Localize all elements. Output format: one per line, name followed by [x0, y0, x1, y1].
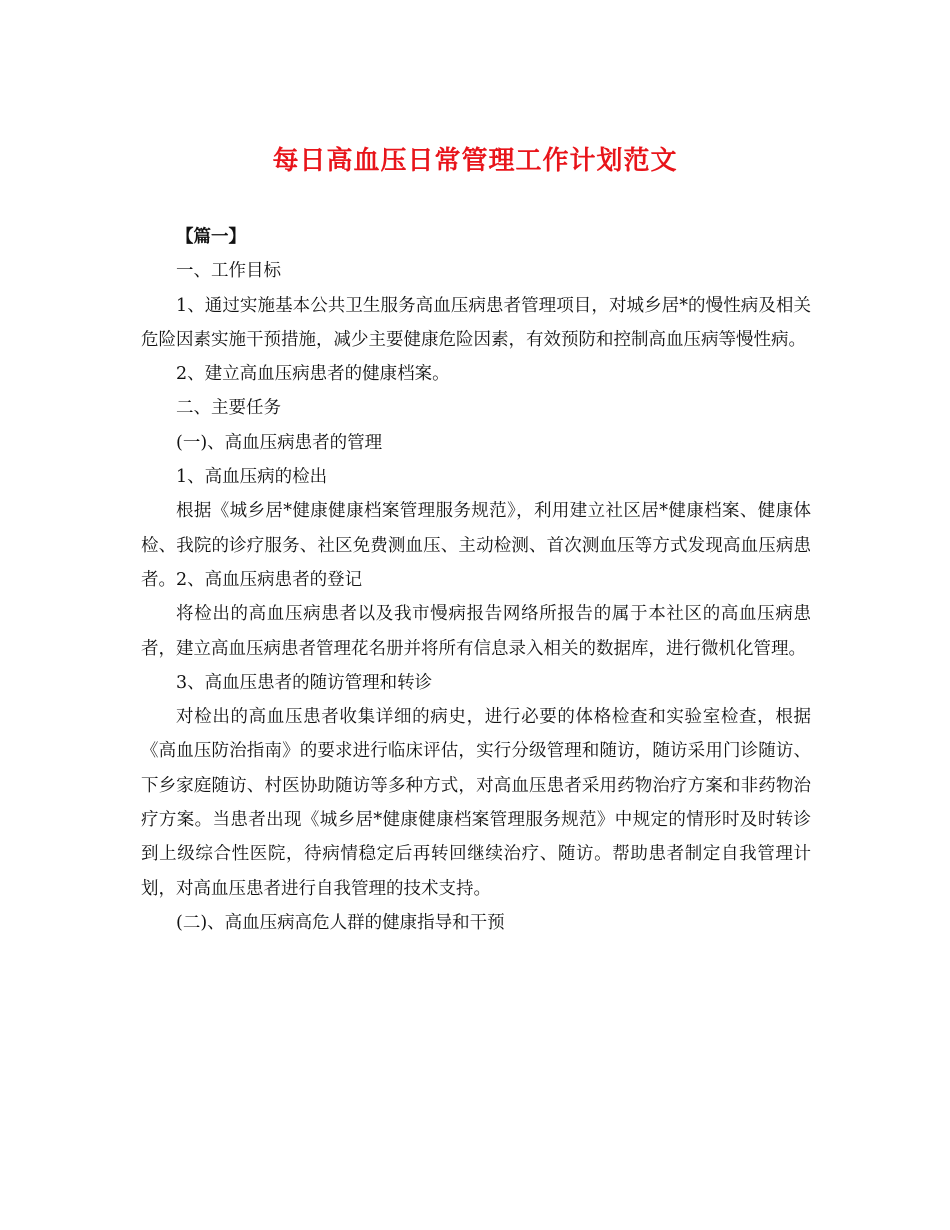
paragraph-goal-1: 1、通过实施基本公共卫生服务高血压病患者管理项目，对城乡居*的慢性病及相关危险因素实施干预措施，减少主要健康危险因素，有效预防和控制高血压病等慢性病。	[141, 295, 811, 350]
paragraph-goal-2: 2、建立高血压病患者的健康档案。	[176, 364, 450, 385]
subheading-detection: 1、高血压病的检出	[176, 467, 328, 488]
paragraph-detection: 根据《城乡居*健康健康档案管理服务规范》，利用建立社区居*健康档案、健康体检、我院的诊疗服务、社区免费测血压、主动检测、首次测血压等方式发现高血压病患者。2、高血压病患者的登记	[141, 501, 811, 590]
paragraph-follow-up: 对检出的高血压患者收集详细的病史，进行必要的体格检查和实验室检查，根据《高血压防治指南》的要求进行临床评估，实行分级管理和随访，随访采用门诊随访、下乡家庭随访、村医协助随访等多种方式，对高血压患者采用药物治疗方案和非药物治疗方案。当患者出现《城乡居*健康健康档案管理服务规范》中规定的情形时及时转诊到上级综合性医院，待病情稳定后再转回继续治疗、随访。帮助患者制定自我管理计划，对高血压患者进行自我管理的技术支持。	[141, 707, 811, 899]
paragraph-registration: 将检出的高血压病患者以及我市慢病报告网络所报告的属于本社区的高血压病患者，建立高血压病患者管理花名册并将所有信息录入相关的数据库，进行微机化管理。	[141, 604, 811, 659]
section-label: 【篇一】	[176, 227, 246, 247]
subheading-follow-up: 3、高血压患者的随访管理和转诊	[176, 672, 433, 693]
document-title: 每日高血压日常管理工作计划范文	[272, 146, 678, 176]
heading-main-tasks: 二、主要任务	[176, 398, 281, 419]
subheading-high-risk-guidance: (二)、高血压病高危人群的健康指导和干预	[176, 912, 505, 933]
document-body	[141, 220, 811, 940]
subheading-patient-management: (一)、高血压病患者的管理	[176, 432, 383, 453]
heading-work-goals: 一、工作目标	[176, 261, 281, 282]
